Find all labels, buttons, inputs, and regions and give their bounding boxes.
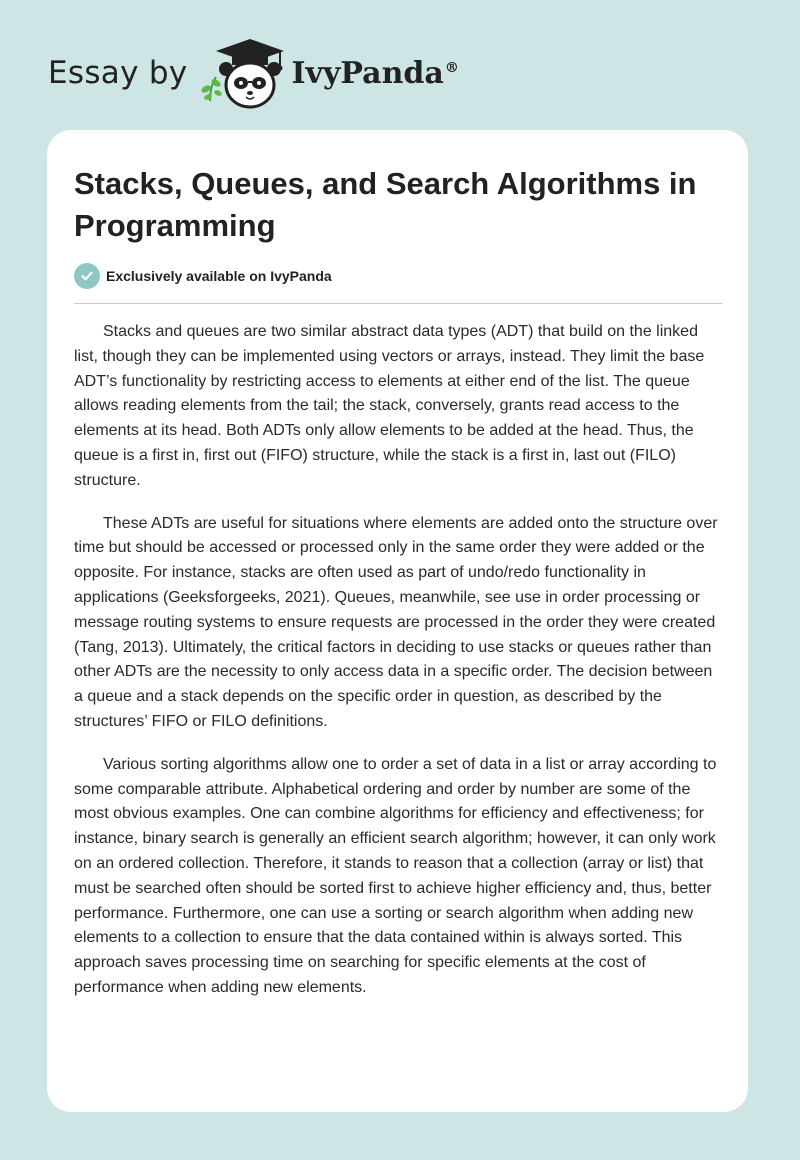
divider <box>74 303 723 304</box>
paragraph-2: These ADTs are useful for situations where elements are added onto the structure over time but should be accessed or processed only in the same order they were added or the opposite. For instance, stacks are often used as part of undo/redo functionality in applications (Geeksforgeeks, 2021). Queues, meanwhile, see use in order processing or message routing systems to ensure requests are processed in the order they were created (Tang, 2013). Ultimately, the critical factors in deciding to use stacks or queues rather than other ADTs are the necessity to only access data in a specific order. The decision between a queue and a stack depends on the specific order in question, as described by the structures’ FIFO or FILO definitions. <box>74 514 718 730</box>
badge-label: Exclusively available on IvyPanda <box>106 268 332 284</box>
brand-logo-text[interactable] <box>292 56 459 91</box>
registered-mark: ® <box>444 59 459 76</box>
page-title: Stacks, Queues, and Search Algorithms in Programming <box>74 166 697 243</box>
essay-body <box>74 320 724 1019</box>
site-header <box>48 28 459 118</box>
paragraph-1: Stacks and queues are two similar abstract data types (ADT) that build on the linked list, though they can be implemented using vectors or arrays, instead. They limit the base ADT’s functionality by restricting access to elements at either end of the list. The queue allows reading elements from the tail; the stack, conversely, grants read access to the elements at its head. Both ADTs only allow elements to be added at the head. Thus, the queue is a first in, first out (FIFO) structure, while the stack is a first in, last out (FILO) structure. <box>74 323 705 489</box>
panda-graduate-icon[interactable] <box>196 33 292 113</box>
essay-card <box>47 130 748 1112</box>
brand-name: IvyPanda <box>291 55 444 91</box>
check-icon <box>74 263 100 289</box>
essay-by-label: Essay by <box>48 55 188 91</box>
exclusive-badge <box>74 263 332 289</box>
paragraph-3: Various sorting algorithms allow one to order a set of data in a list or array according to some comparable attribute. Alphabetical ordering and order by number are some of the most obvious examples. One can combine algorithms for efficiency and effectiveness; for instance, binary search is generally an efficient search algorithm; however, it can only work on an ordered collection. Therefore, it stands to reason that a collection (array or list) that must be searched often should be sorted first to achieve higher efficiency and, thus, better performance. Furthermore, one can use a sorting or search algorithm when adding new elements to a collection to ensure that the data contained within is always sorted. This approach saves processing time on searching for specific elements at the cost of performance when adding new elements. <box>74 755 717 996</box>
